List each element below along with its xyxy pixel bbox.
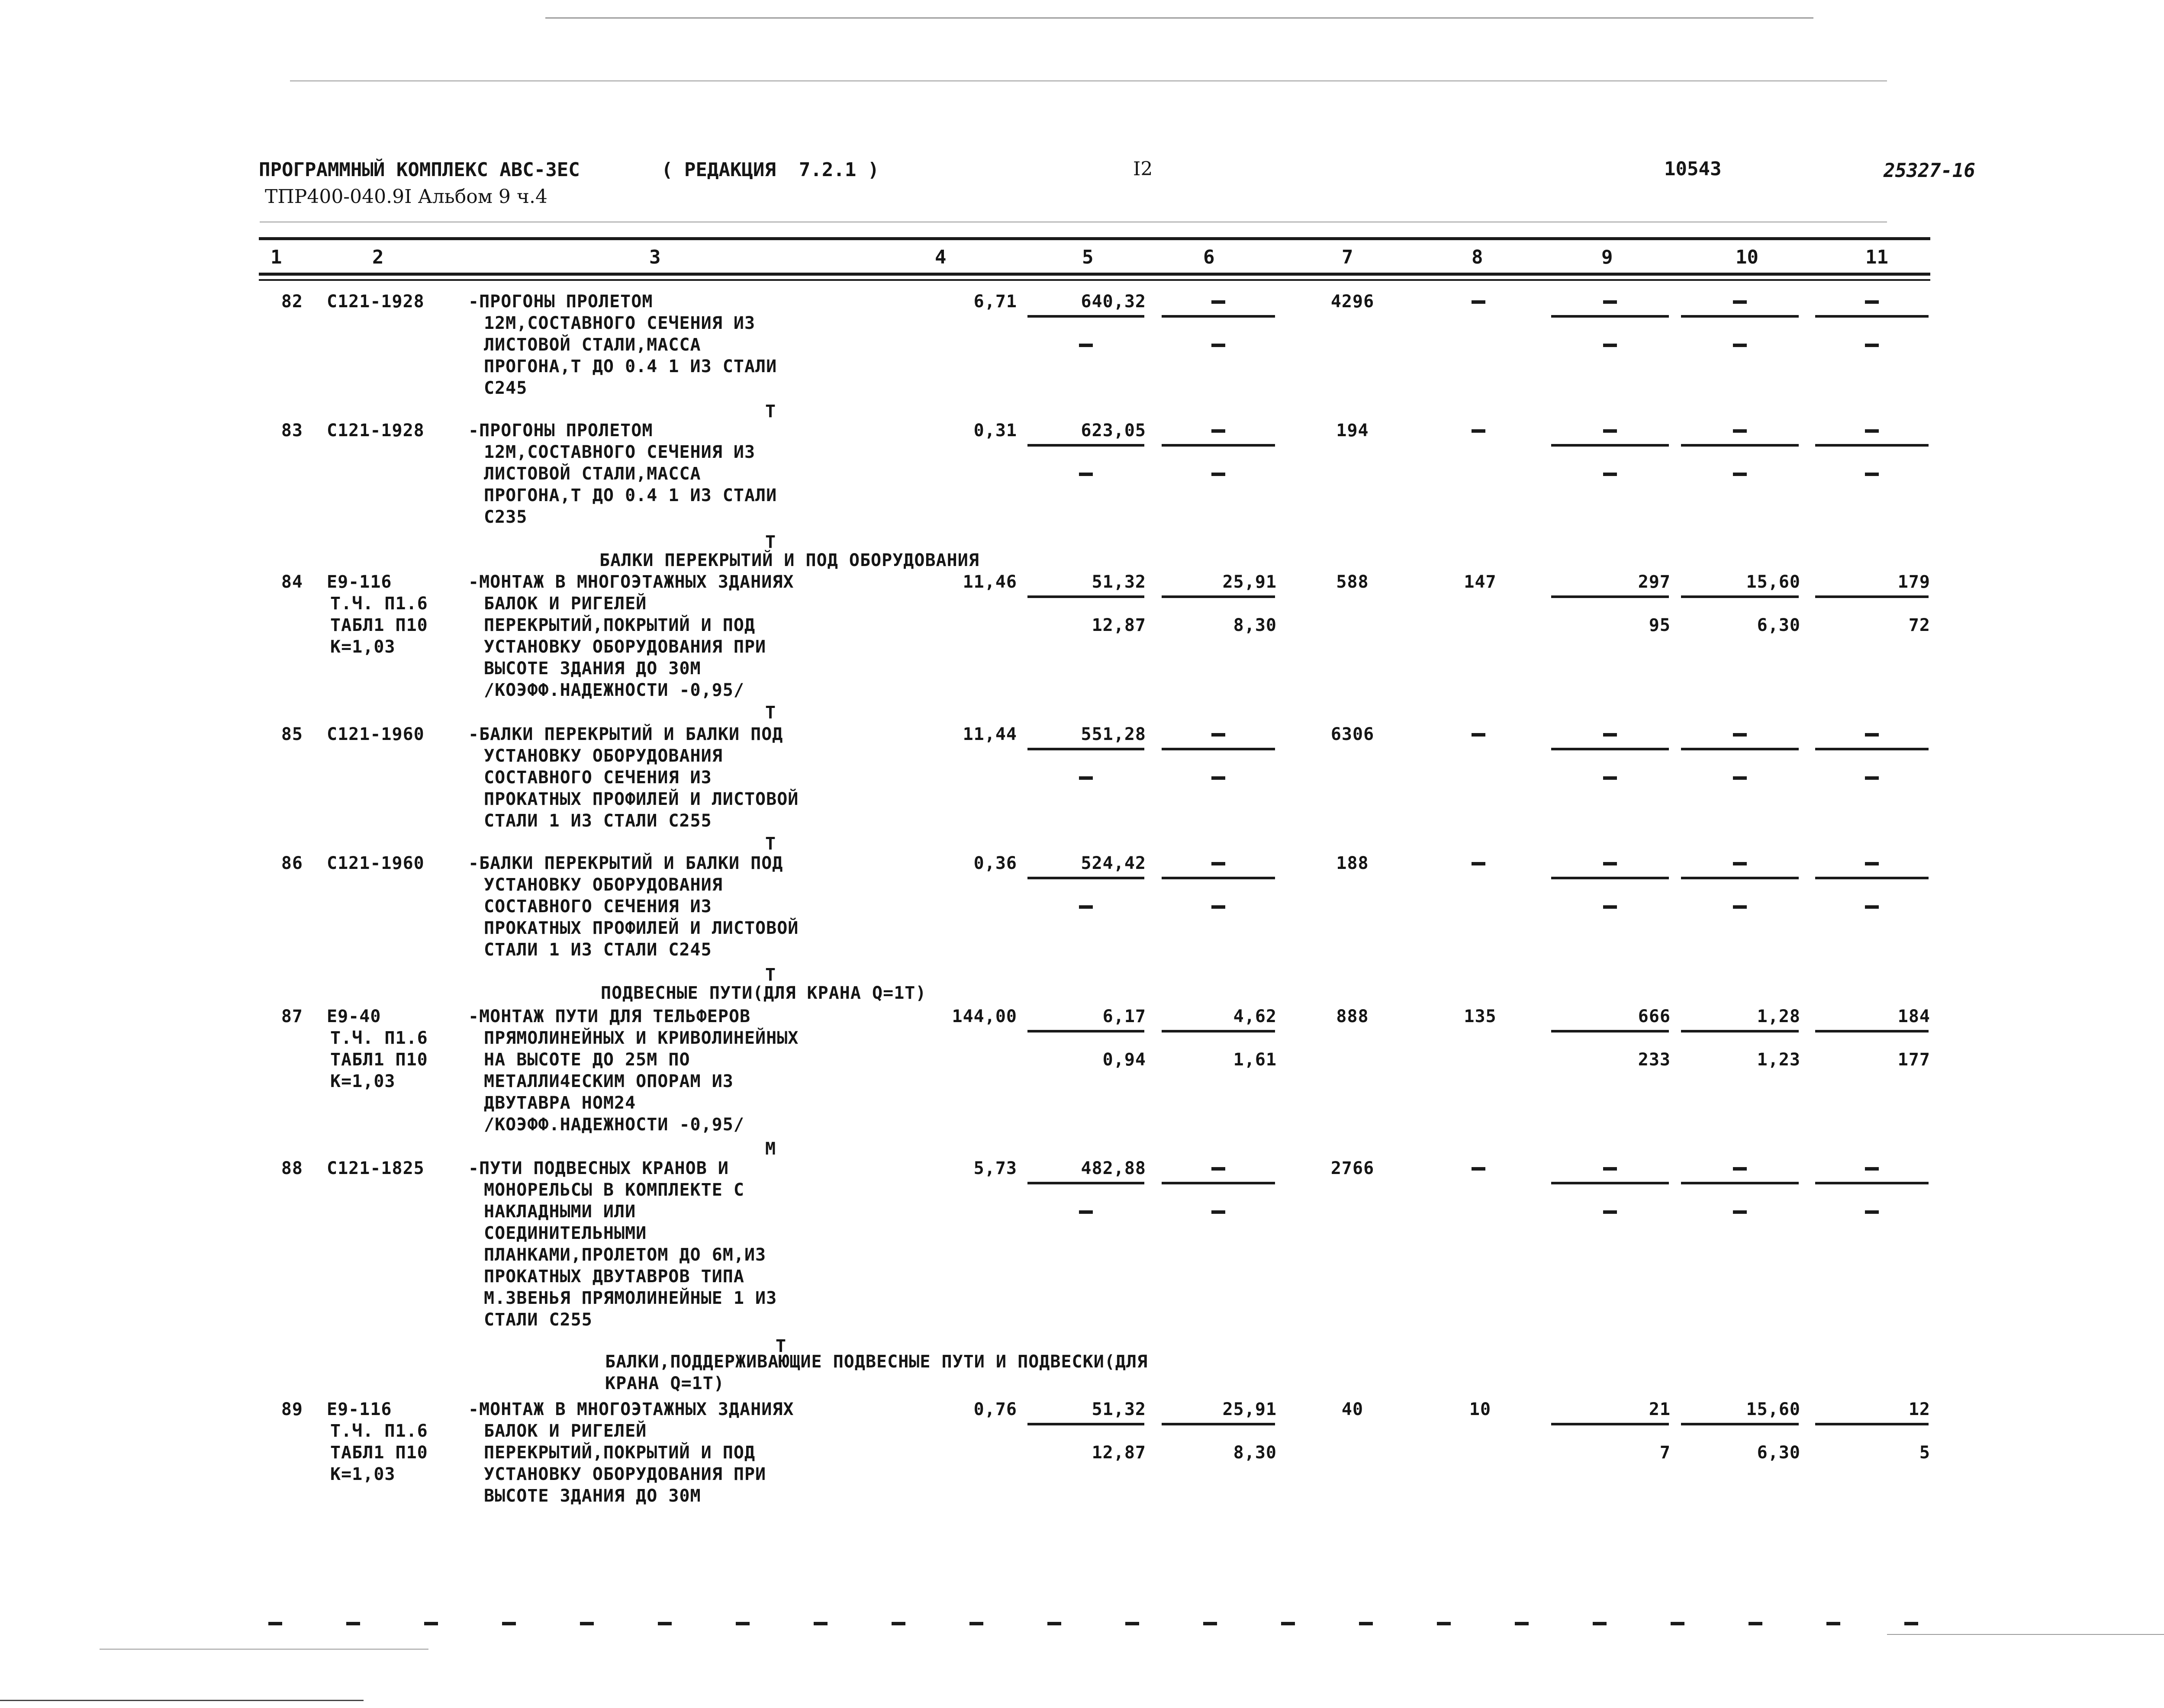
fraction-rule xyxy=(1815,315,1929,318)
section-title: БАЛКИ,ПОДДЕРЖИВАЮЩИЕ ПОДВЕСНЫЕ ПУТИ И ПОДВЕСКИ(ДЛЯ xyxy=(605,1352,1148,1372)
empty-value-dash xyxy=(1603,733,1617,737)
value-c5: 51,32 xyxy=(1092,1399,1146,1419)
fraction-rule xyxy=(1551,595,1669,598)
row-code: С121-1960 xyxy=(327,724,425,744)
header-rule-top xyxy=(259,237,1930,240)
row-description: СОСТАВНОГО СЕЧЕНИЯ ИЗ xyxy=(484,768,712,788)
row-quantity: 11,44 xyxy=(963,724,1017,744)
empty-value-dash xyxy=(1733,300,1747,304)
row-description: ПЛАНКАМИ,ПРОЛЕТОМ ДО 6М,ИЗ xyxy=(484,1245,766,1265)
value-c5: 551,28 xyxy=(1081,724,1146,744)
value-c6-lower: 8,30 xyxy=(1233,615,1277,635)
footer-dash xyxy=(1281,1622,1295,1625)
row-number: 87 xyxy=(281,1007,303,1026)
value-c5: 482,88 xyxy=(1081,1158,1146,1178)
column-number: 3 xyxy=(649,246,661,268)
fraction-rule xyxy=(1815,877,1929,879)
fraction-rule xyxy=(1681,1423,1799,1425)
row-code: ТАБЛ1 П10 xyxy=(330,1443,428,1463)
row-description: ПЕРЕКРЫТИЙ,ПОКРЫТИЙ И ПОД xyxy=(484,1443,756,1463)
value-c6: 4,62 xyxy=(1233,1007,1277,1026)
footer-dash xyxy=(1437,1622,1451,1625)
empty-value-dash xyxy=(1079,905,1093,909)
value-c6: 25,91 xyxy=(1222,572,1277,592)
project-title: ТПР400-040.9I Альбом 9 ч.4 xyxy=(265,186,547,208)
row-code: С121-1928 xyxy=(327,292,425,312)
value-c7: 40 xyxy=(1341,1399,1364,1419)
empty-value-dash xyxy=(1865,905,1879,909)
value-c10: 15,60 xyxy=(1746,1399,1800,1419)
empty-value-dash xyxy=(1865,473,1879,476)
row-description: ПРОКАТНЫХ ДВУТАВРОВ ТИПА xyxy=(484,1267,744,1287)
empty-value-dash xyxy=(1211,473,1225,476)
fraction-rule xyxy=(1162,315,1275,318)
fraction-rule xyxy=(1027,1423,1144,1425)
fraction-rule xyxy=(1027,595,1144,598)
empty-value-dash xyxy=(1865,776,1879,780)
row-description: -МОНТАЖ В МНОГОЭТАЖНЫХ ЗДАНИЯХ xyxy=(468,1399,794,1419)
value-c7: 194 xyxy=(1336,421,1369,441)
row-description: С245 xyxy=(484,378,528,398)
row-number: 83 xyxy=(281,421,303,441)
row-description: НА ВЫСОТЕ ДО 25М ПО xyxy=(484,1050,690,1070)
row-number: 84 xyxy=(281,572,303,592)
footer-dash xyxy=(1904,1622,1918,1625)
fraction-rule xyxy=(1681,1030,1799,1033)
value-c7: 2766 xyxy=(1330,1158,1375,1178)
value-c7: 588 xyxy=(1336,572,1369,592)
footer-dash xyxy=(1515,1622,1529,1625)
row-code: ТАБЛ1 П10 xyxy=(330,1050,428,1070)
empty-value-dash xyxy=(1211,344,1225,347)
fraction-rule xyxy=(1681,315,1799,318)
fraction-rule xyxy=(1027,1182,1144,1184)
empty-value-dash xyxy=(1603,1167,1617,1171)
row-description: УСТАНОВКУ ОБОРУДОВАНИЯ xyxy=(484,875,723,895)
fraction-rule xyxy=(1681,595,1799,598)
row-description: ВЫСОТЕ ЗДАНИЯ ДО 30М xyxy=(484,659,701,679)
row-description: СОСТАВНОГО СЕЧЕНИЯ ИЗ xyxy=(484,897,712,917)
column-number: 7 xyxy=(1342,246,1353,268)
row-unit: Т xyxy=(765,834,776,854)
footer-dash xyxy=(736,1622,750,1625)
row-description: -ПРОГОНЫ ПРОЛЕТОМ xyxy=(468,421,653,441)
empty-value-dash xyxy=(1733,1167,1747,1171)
row-description: ПРОГОНА,Т ДО 0.4 1 ИЗ СТАЛИ xyxy=(484,357,777,376)
footer-dash xyxy=(268,1622,282,1625)
empty-value-dash xyxy=(1603,776,1617,780)
row-unit: Т xyxy=(765,402,776,421)
row-description: ДВУТАВРА НОМ24 xyxy=(484,1093,636,1113)
fraction-rule xyxy=(1162,748,1275,750)
fraction-rule xyxy=(1681,877,1799,879)
row-description: -ПРОГОНЫ ПРОЛЕТОМ xyxy=(468,292,653,312)
fraction-rule xyxy=(1162,1030,1275,1033)
empty-value-dash xyxy=(1603,300,1617,304)
empty-value-dash xyxy=(1079,344,1093,347)
row-code: Т.Ч. П1.6 xyxy=(330,1421,428,1441)
value-c6-lower: 8,30 xyxy=(1233,1443,1277,1463)
row-code: С121-1928 xyxy=(327,421,425,441)
fraction-rule xyxy=(1162,877,1275,879)
empty-value-dash xyxy=(1472,1167,1485,1171)
row-number: 82 xyxy=(281,292,303,312)
row-code: С121-1960 xyxy=(327,853,425,873)
fraction-rule xyxy=(1162,1182,1275,1184)
footer-dash xyxy=(892,1622,905,1625)
value-c5: 6,17 xyxy=(1102,1007,1146,1026)
empty-value-dash xyxy=(1603,905,1617,909)
row-code: К=1,03 xyxy=(330,637,396,657)
empty-value-dash xyxy=(1733,905,1747,909)
empty-value-dash xyxy=(1865,1210,1879,1214)
column-number: 8 xyxy=(1472,246,1483,268)
row-code: С121-1825 xyxy=(327,1158,425,1178)
column-number: 2 xyxy=(372,246,384,268)
row-description: -МОНТАЖ ПУТИ ДЛЯ ТЕЛЬФЕРОВ xyxy=(468,1007,751,1026)
footer-dash xyxy=(1125,1622,1139,1625)
value-c6: 25,91 xyxy=(1222,1399,1277,1419)
row-quantity: 0,76 xyxy=(973,1399,1017,1419)
row-unit: Т xyxy=(776,1336,787,1356)
edition-label: ( РЕДАКЦИЯ 7.2.1 ) xyxy=(661,159,879,181)
row-code: Е9-116 xyxy=(327,572,392,592)
footer-dash xyxy=(658,1622,672,1625)
row-description: МЕТАЛЛИ4ЕСКИМ ОПОРАМ ИЗ xyxy=(484,1071,734,1091)
row-description: УСТАНОВКУ ОБОРУДОВАНИЯ xyxy=(484,746,723,766)
value-c7: 188 xyxy=(1336,853,1369,873)
value-c7: 888 xyxy=(1336,1007,1369,1026)
value-c5: 640,32 xyxy=(1081,292,1146,312)
row-description: БАЛОК И РИГЕЛЕЙ xyxy=(484,594,647,614)
empty-value-dash xyxy=(1211,1167,1225,1171)
empty-value-dash xyxy=(1211,733,1225,737)
value-c9: 297 xyxy=(1638,572,1671,592)
row-description: -БАЛКИ ПЕРЕКРЫТИЙ И БАЛКИ ПОД xyxy=(468,724,783,744)
value-c8: 147 xyxy=(1464,572,1497,592)
fraction-rule xyxy=(1551,748,1669,750)
row-description: УСТАНОВКУ ОБОРУДОВАНИЯ ПРИ xyxy=(484,637,766,657)
column-number: 10 xyxy=(1736,246,1758,268)
row-code: ТАБЛ1 П10 xyxy=(330,615,428,635)
value-c5-lower: 12,87 xyxy=(1092,615,1146,635)
program-title: ПРОГРАММНЫЙ КОМПЛЕКС АВС-3ЕС xyxy=(259,159,580,181)
row-quantity: 11,46 xyxy=(963,572,1017,592)
value-c9-lower: 233 xyxy=(1638,1050,1671,1070)
footer-dash xyxy=(424,1622,438,1625)
row-number: 86 xyxy=(281,853,303,873)
empty-value-dash xyxy=(1211,300,1225,304)
value-c10: 1,28 xyxy=(1757,1007,1800,1026)
row-code: Е9-116 xyxy=(327,1399,392,1419)
empty-value-dash xyxy=(1865,344,1879,347)
footer-dash xyxy=(580,1622,594,1625)
value-c5: 51,32 xyxy=(1092,572,1146,592)
value-c11-lower: 72 xyxy=(1908,615,1930,635)
value-c5: 623,05 xyxy=(1081,421,1146,441)
row-description: ПРОКАТНЫХ ПРОФИЛЕЙ И ЛИСТОВОЙ xyxy=(484,789,799,809)
fraction-rule xyxy=(1815,444,1929,447)
fraction-rule xyxy=(1551,444,1669,447)
value-c8: 10 xyxy=(1469,1399,1491,1419)
value-c11: 12 xyxy=(1908,1399,1930,1419)
empty-value-dash xyxy=(1733,776,1747,780)
empty-value-dash xyxy=(1079,776,1093,780)
empty-value-dash xyxy=(1865,300,1879,304)
empty-value-dash xyxy=(1865,429,1879,433)
fraction-rule xyxy=(1551,1182,1669,1184)
scan-line xyxy=(1887,1634,2164,1635)
row-description: 12М,СОСТАВНОГО СЕЧЕНИЯ ИЗ xyxy=(484,442,756,462)
row-code: Е9-40 xyxy=(327,1007,381,1026)
header-rule-bottom2 xyxy=(259,279,1930,281)
row-description: УСТАНОВКУ ОБОРУДОВАНИЯ ПРИ xyxy=(484,1464,766,1484)
row-unit: Т xyxy=(765,532,776,552)
value-c9-lower: 95 xyxy=(1649,615,1671,635)
column-number: 11 xyxy=(1865,246,1888,268)
row-code: Т.Ч. П1.6 xyxy=(330,1028,428,1048)
empty-value-dash xyxy=(1733,862,1747,865)
empty-value-dash xyxy=(1211,429,1225,433)
value-c9-lower: 7 xyxy=(1659,1443,1671,1463)
value-c8: 135 xyxy=(1464,1007,1497,1026)
row-number: 88 xyxy=(281,1158,303,1178)
scan-line xyxy=(545,17,1813,19)
row-description: М.ЗВЕНЬЯ ПРЯМОЛИНЕЙНЫЕ 1 ИЗ xyxy=(484,1288,777,1308)
footer-dash xyxy=(346,1622,360,1625)
row-description: ВЫСОТЕ ЗДАНИЯ ДО 30М xyxy=(484,1486,701,1506)
row-description: ПРОКАТНЫХ ПРОФИЛЕЙ И ЛИСТОВОЙ xyxy=(484,918,799,938)
footer-dash xyxy=(969,1622,983,1625)
empty-value-dash xyxy=(1472,733,1485,737)
empty-value-dash xyxy=(1603,344,1617,347)
column-number: 9 xyxy=(1601,246,1613,268)
fraction-rule xyxy=(1027,1030,1144,1033)
fraction-rule xyxy=(1027,877,1144,879)
value-c10-lower: 6,30 xyxy=(1757,615,1800,635)
footer-dash xyxy=(814,1622,828,1625)
row-description: ЛИСТОВОЙ СТАЛИ,МАССА xyxy=(484,464,701,484)
row-description: -БАЛКИ ПЕРЕКРЫТИЙ И БАЛКИ ПОД xyxy=(468,853,783,873)
fraction-rule xyxy=(1681,1182,1799,1184)
value-c5-lower: 12,87 xyxy=(1092,1443,1146,1463)
section-title: БАЛКИ ПЕРЕКРЫТИЙ И ПОД ОБОРУДОВАНИЯ xyxy=(599,550,979,570)
row-number: 85 xyxy=(281,724,303,744)
value-c6-lower: 1,61 xyxy=(1233,1050,1277,1070)
column-number: 1 xyxy=(270,246,282,268)
row-code: К=1,03 xyxy=(330,1464,396,1484)
row-quantity: 144,00 xyxy=(952,1007,1017,1026)
row-description: /КОЭФФ.НАДЕЖНОСТИ -0,95/ xyxy=(484,1115,744,1135)
empty-value-dash xyxy=(1603,429,1617,433)
value-c11: 184 xyxy=(1897,1007,1930,1026)
empty-value-dash xyxy=(1211,905,1225,909)
fraction-rule xyxy=(1027,315,1144,318)
empty-value-dash xyxy=(1079,1210,1093,1214)
row-description: -МОНТАЖ В МНОГОЭТАЖНЫХ ЗДАНИЯХ xyxy=(468,572,794,592)
fraction-rule xyxy=(1162,595,1275,598)
doc-code: 10543 xyxy=(1664,158,1722,180)
fraction-rule xyxy=(1551,1423,1669,1425)
row-description: 12М,СОСТАВНОГО СЕЧЕНИЯ ИЗ xyxy=(484,313,756,333)
footer-dash xyxy=(1359,1622,1373,1625)
fraction-rule xyxy=(1162,444,1275,447)
empty-value-dash xyxy=(1733,733,1747,737)
value-c5-lower: 0,94 xyxy=(1102,1050,1146,1070)
empty-value-dash xyxy=(1865,1167,1879,1171)
row-description: -ПУТИ ПОДВЕСНЫХ КРАНОВ И xyxy=(468,1158,729,1178)
row-unit: Т xyxy=(765,965,776,985)
fraction-rule xyxy=(1681,444,1799,447)
empty-value-dash xyxy=(1472,300,1485,304)
row-description: МОНОРЕЛЬСЫ В КОМПЛЕКТЕ С xyxy=(484,1180,744,1200)
header-rule-bottom xyxy=(259,273,1930,276)
empty-value-dash xyxy=(1472,429,1485,433)
row-description: ПРЯМОЛИНЕЙНЫХ И КРИВОЛИНЕЙНЫХ xyxy=(484,1028,799,1048)
fraction-rule xyxy=(1551,315,1669,318)
row-description: НАКЛАДНЫМИ ИЛИ xyxy=(484,1202,636,1222)
row-quantity: 5,73 xyxy=(973,1158,1017,1178)
empty-value-dash xyxy=(1733,344,1747,347)
row-quantity: 0,36 xyxy=(973,853,1017,873)
value-c11-lower: 177 xyxy=(1897,1050,1930,1070)
value-c11: 179 xyxy=(1897,572,1930,592)
footer-dash xyxy=(1826,1622,1840,1625)
value-c11-lower: 5 xyxy=(1919,1443,1930,1463)
empty-value-dash xyxy=(1865,862,1879,865)
value-c5: 524,42 xyxy=(1081,853,1146,873)
empty-value-dash xyxy=(1733,1210,1747,1214)
footer-dash xyxy=(1593,1622,1607,1625)
column-number: 5 xyxy=(1082,246,1094,268)
empty-value-dash xyxy=(1603,473,1617,476)
row-quantity: 6,71 xyxy=(973,292,1017,312)
value-c10-lower: 1,23 xyxy=(1757,1050,1800,1070)
empty-value-dash xyxy=(1211,1210,1225,1214)
empty-value-dash xyxy=(1472,862,1485,865)
sheet-code: 25327-16 xyxy=(1884,160,1975,182)
row-description: СОЕДИНИТЕЛЬНЫМИ xyxy=(484,1223,647,1243)
row-description: ЛИСТОВОЙ СТАЛИ,МАССА xyxy=(484,335,701,355)
scan-line xyxy=(0,1700,364,1701)
empty-value-dash xyxy=(1079,473,1093,476)
column-number: 6 xyxy=(1203,246,1215,268)
row-code: К=1,03 xyxy=(330,1071,396,1091)
row-description: БАЛОК И РИГЕЛЕЙ xyxy=(484,1421,647,1441)
value-c7: 4296 xyxy=(1330,292,1375,312)
section-title: ПОДВЕСНЫЕ ПУТИ(ДЛЯ КРАНА Q=1Т) xyxy=(601,983,927,1003)
fraction-rule xyxy=(1551,877,1669,879)
fraction-rule xyxy=(1815,748,1929,750)
fraction-rule xyxy=(1681,748,1799,750)
row-code: Т.Ч. П1.6 xyxy=(330,594,428,614)
fraction-rule xyxy=(1162,1423,1275,1425)
row-description: СТАЛИ 1 ИЗ СТАЛИ С255 xyxy=(484,811,712,831)
fraction-rule xyxy=(1551,1030,1669,1033)
empty-value-dash xyxy=(1603,1210,1617,1214)
scan-line xyxy=(290,80,1887,81)
fraction-rule xyxy=(1815,1030,1929,1033)
value-c10-lower: 6,30 xyxy=(1757,1443,1800,1463)
fraction-rule xyxy=(1027,444,1144,447)
value-c10: 15,60 xyxy=(1746,572,1800,592)
value-c7: 6306 xyxy=(1330,724,1375,744)
page-number: I2 xyxy=(1133,158,1153,180)
section-title: КРАНА Q=1Т) xyxy=(605,1373,725,1393)
footer-dash xyxy=(1047,1622,1061,1625)
fraction-rule xyxy=(1815,1182,1929,1184)
row-number: 89 xyxy=(281,1399,303,1419)
row-description: СТАЛИ С255 xyxy=(484,1310,593,1330)
empty-value-dash xyxy=(1733,473,1747,476)
column-number: 4 xyxy=(935,246,947,268)
empty-value-dash xyxy=(1865,733,1879,737)
row-description: ПРОГОНА,Т ДО 0.4 1 ИЗ СТАЛИ xyxy=(484,486,777,505)
value-c9: 21 xyxy=(1649,1399,1671,1419)
footer-dash xyxy=(1749,1622,1762,1625)
footer-dash xyxy=(1671,1622,1684,1625)
fraction-rule xyxy=(1815,1423,1929,1425)
value-c9: 666 xyxy=(1638,1007,1671,1026)
row-description: /КОЭФФ.НАДЕЖНОСТИ -0,95/ xyxy=(484,680,744,700)
row-description: С235 xyxy=(484,507,528,527)
row-quantity: 0,31 xyxy=(973,421,1017,441)
empty-value-dash xyxy=(1211,862,1225,865)
row-unit: М xyxy=(765,1139,776,1159)
row-unit: Т xyxy=(765,703,776,723)
empty-value-dash xyxy=(1733,429,1747,433)
fraction-rule xyxy=(1815,595,1929,598)
row-description: ПЕРЕКРЫТИЙ,ПОКРЫТИЙ И ПОД xyxy=(484,615,756,635)
footer-dash xyxy=(1203,1622,1217,1625)
empty-value-dash xyxy=(1603,862,1617,865)
footer-dash xyxy=(502,1622,516,1625)
scan-line xyxy=(100,1649,428,1650)
empty-value-dash xyxy=(1211,776,1225,780)
row-description: СТАЛИ 1 ИЗ СТАЛИ С245 xyxy=(484,940,712,960)
fraction-rule xyxy=(1027,748,1144,750)
